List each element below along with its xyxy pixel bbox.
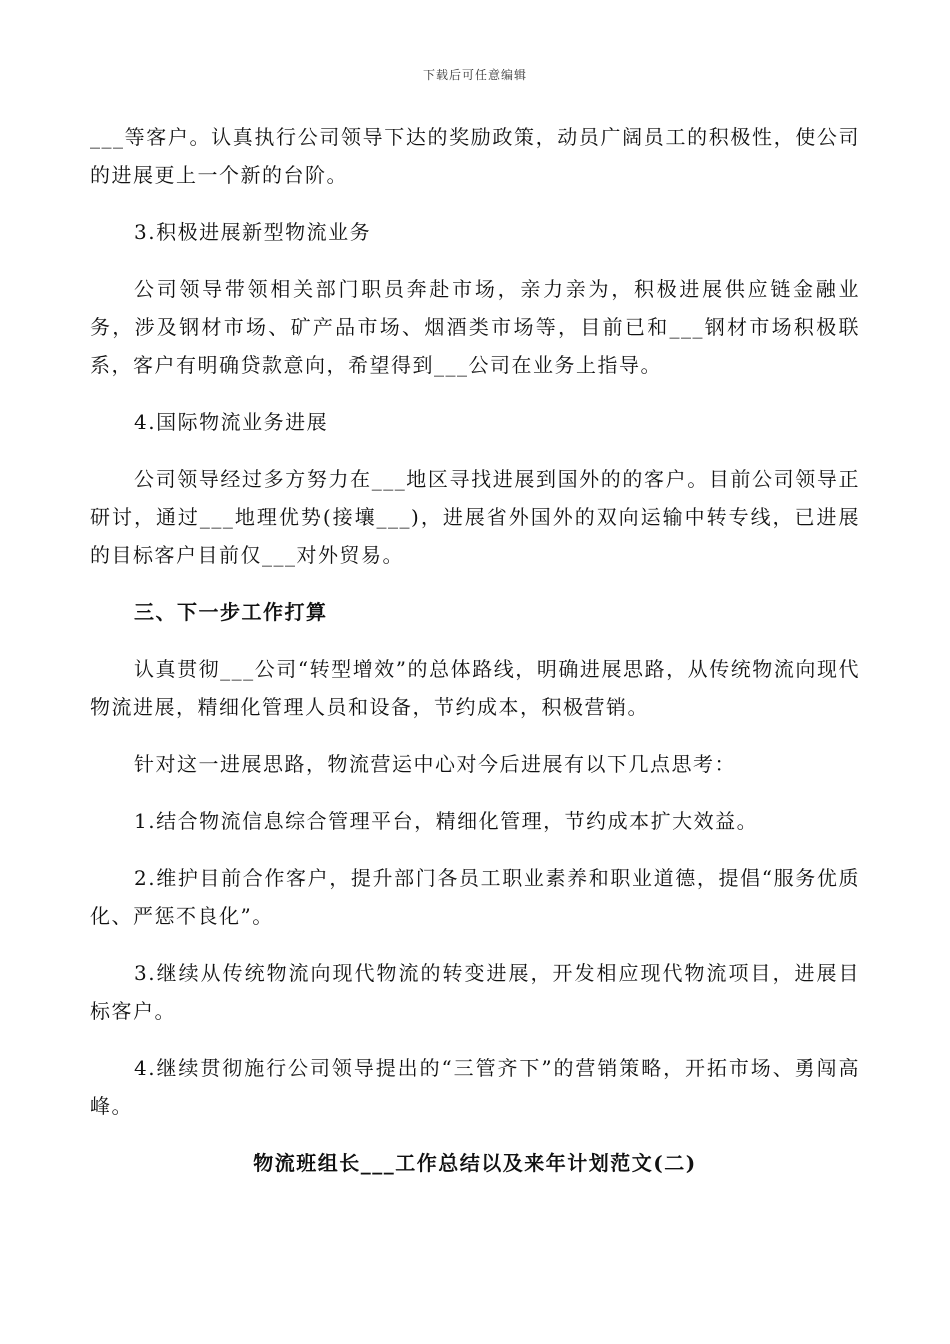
paragraph-transformation: 认真贯彻___公司“转型增效”的总体路线，明确进展思路，从传统物流向现代物流进展，精细化管理人员和设备，节约成本，积极营销。 xyxy=(90,657,860,719)
item-3-heading: 3.积极进展新型物流业务 xyxy=(134,220,372,244)
document-title-part-2: 物流班组长___工作总结以及来年计划范文(二) xyxy=(253,1151,697,1175)
item-4-heading: 4.国际物流业务进展 xyxy=(134,410,329,434)
paragraph-international: 公司领导经过多方努力在___地区寻找进展到国外的的客户。目前公司领导正研讨，通过___地理优势(接壤___)，进展省外国外的双向运输中转专线，已进展的目标客户目前仅___对外贸易。 xyxy=(90,467,860,567)
list-item-3: 3.继续从传统物流向现代物流的转变进展，开发相应现代物流项目，进展目标客户。 xyxy=(90,961,860,1023)
paragraph-supply-chain: 公司领导带领相关部门职员奔赴市场，亲力亲为，积极进展供应链金融业务，涉及钢材市场、矿产品市场、烟酒类市场等，目前已和___钢材市场积极联系，客户有明确贷款意向，希望得到___公司在业务上指导。 xyxy=(90,277,860,377)
list-item-4: 4.继续贯彻施行公司领导提出的“三管齐下”的营销策略，开拓市场、勇闯高峰。 xyxy=(90,1056,860,1118)
list-item-2: 2.维护目前合作客户，提升部门各员工职业素养和职业道德，提倡“服务优质化、严惩不良化”。 xyxy=(90,866,860,928)
paragraph-thoughts-intro: 针对这一进展思路，物流营运中心对今后进展有以下几点思考： xyxy=(134,752,736,776)
section-heading-next-steps: 三、下一步工作打算 xyxy=(134,600,328,624)
header-note: 下载后可任意编辑 xyxy=(422,68,527,82)
paragraph-continued: ___等客户。认真执行公司领导下达的奖励政策，动员广阔员工的积极性，使公司的进展更上一个新的台阶。 xyxy=(90,125,860,187)
document-body xyxy=(90,118,860,1182)
list-item-1: 1.结合物流信息综合管理平台，精细化管理，节约成本扩大效益。 xyxy=(134,809,759,833)
